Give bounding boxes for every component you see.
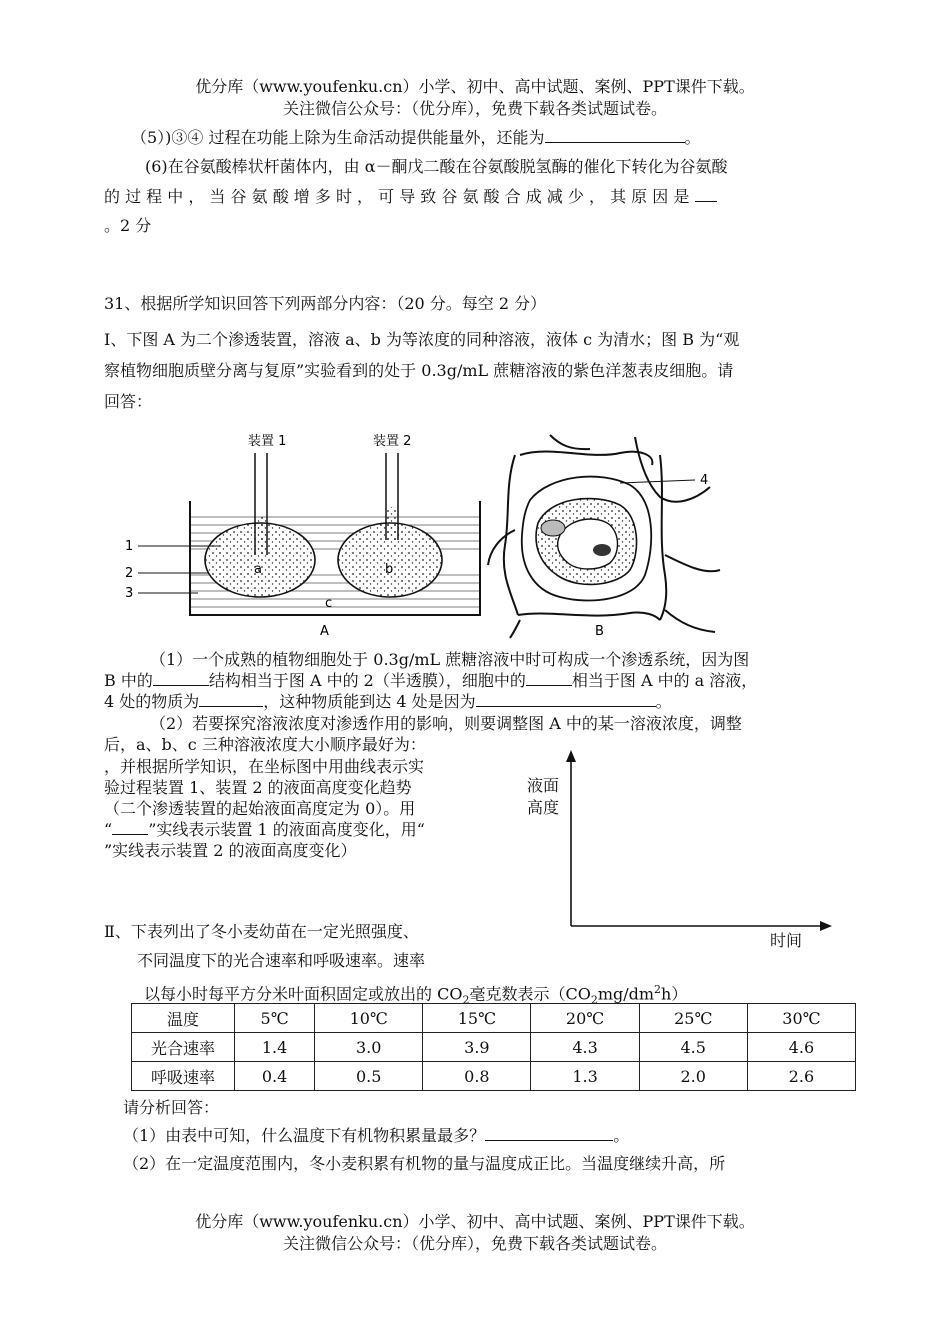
footer-line-1: 优分库（www.youfenku.cn）小学、初中、高中试题、案例、PPT课件下载。 [195, 1212, 755, 1231]
osmosis-figure [120, 425, 740, 640]
device1-label: 装置 1 [248, 434, 287, 449]
table-header-row [132, 1004, 856, 1033]
figure-b [488, 435, 720, 638]
callout-4: 4 [700, 473, 709, 488]
answer-blank[interactable] [526, 671, 572, 686]
q31-part2-line3: 以每小时每平方分米叶面积固定或放出的 $CO_2$毫克数表示$(CO_2mg/dm^2h)$ [144, 983, 688, 1007]
callout-2: 2 [125, 566, 134, 581]
callout-1: 1 [125, 539, 134, 554]
figure-b-label: B [595, 624, 604, 639]
rate-table [131, 1003, 856, 1091]
table-row [132, 1033, 856, 1062]
table-cell: 呼吸速率 [132, 1062, 235, 1091]
table-header-cell: 20℃ [531, 1004, 639, 1033]
table-cell: 4.6 [747, 1033, 855, 1062]
q31-intro-line1: Ⅰ、下图 A 为二个渗透装置，溶液 a、b 为等浓度的同种溶液，液体 c 为清水；图 B 为“观 [104, 330, 740, 349]
answer-blank[interactable] [545, 128, 685, 143]
table-cell: 1.3 [531, 1062, 639, 1091]
page-footer [0, 1211, 950, 1255]
table-cell: 0.8 [423, 1062, 531, 1091]
q31-s1-line1: （1）一个成熟的植物细胞处于 0.3g/mL 蔗糖溶液中时可构成一个渗透系统，因为图 [150, 650, 750, 669]
q31-s2-line6: “ ”实线表示装置 1 的液面高度变化，用“ [104, 820, 425, 839]
q31-s2-line5: （二个渗透装置的起始液面高度定为 0）。用 [104, 799, 416, 818]
q31-s1-line2: B 中的 结构相当于图 A 中的 2（半透膜），细胞中的 相当于图 A 中的 a 溶液， [104, 671, 758, 690]
q31-s2-line2: 后，a、b、c 三种溶液浓度大小顺序最好为： [104, 735, 426, 754]
axis-y-label-1: 液面 [527, 776, 560, 795]
table-cell: 光合速率 [132, 1033, 235, 1062]
figure-a [125, 433, 480, 639]
q30-part6-line1: (6)在谷氨酸棒状杆菌体内，由 α－酮戊二酸在谷氨酸脱氢酶的催化下转化为谷氨酸 [145, 157, 728, 176]
solution-b-label: b [385, 562, 394, 577]
answer-blank[interactable] [476, 692, 656, 707]
q31-part2-line2: 不同温度下的光合速率和呼吸速率。速率 [137, 951, 426, 970]
q31-part2-line1: Ⅱ、下表列出了冬小麦幼苗在一定光照强度、 [104, 922, 419, 941]
q31-s1-line3: 4 处的物质为 ，这种物质能到达 4 处是因为 。 [104, 692, 672, 711]
answer-blank[interactable] [153, 671, 209, 686]
table-cell: 4.3 [531, 1033, 639, 1062]
table-header-cell: 15℃ [423, 1004, 531, 1033]
glass-tube-1 [255, 453, 267, 555]
q31-intro-line2: 察植物细胞质壁分离与复原”实验看到的处于 0.3g/mL 蔗糖溶液的紫色洋葱表皮细胞。请 [104, 361, 734, 380]
figure-a-label: A [320, 624, 329, 639]
q30-part5: （5）)③④ 过程在功能上除为生命活动提供能量外，还能为 。 [131, 128, 701, 147]
table-cell: 2.0 [639, 1062, 747, 1091]
page-header [0, 76, 950, 120]
table-cell: 4.5 [639, 1033, 747, 1062]
q31-title: 31、根据所学知识回答下列两部分内容：（20 分。每空 2 分） [104, 294, 547, 313]
header-line-2: 关注微信公众号：（优分库），免费下载各类试题试卷。 [282, 99, 667, 118]
q30-part6-line2: 的 过 程 中 ， 当 谷 氨 酸 增 多 时 ， 可 导 致 谷 氨 酸 合 成 减 少 ， 其 原 因 是 [104, 187, 717, 207]
table-cell: 2.6 [747, 1062, 855, 1091]
table-header-cell: 30℃ [747, 1004, 855, 1033]
answer-blank[interactable] [485, 1126, 613, 1141]
q31-part2-a1: （1）由表中可知，什么温度下有机物积累量最多？ 。 [123, 1126, 630, 1145]
axis-x-label: 时间 [770, 931, 803, 950]
table-cell: 0.4 [235, 1062, 315, 1091]
solution-a-label: a [254, 562, 262, 577]
table-header-cell: 5℃ [235, 1004, 315, 1033]
glass-tube-2 [386, 453, 398, 540]
legend-line-sample [112, 820, 148, 835]
table-cell: 3.9 [423, 1033, 531, 1062]
table-cell: 1.4 [235, 1033, 315, 1062]
q31-s2-line4: 验过程装置 1、装置 2 的液面高度变化趋势 [104, 778, 412, 797]
q31-s2-line7: ”实线表示装置 2 的液面高度变化） [104, 841, 357, 860]
table-cell: 0.5 [315, 1062, 423, 1091]
height-time-axes[interactable] [560, 748, 835, 938]
solution-c-label: c [325, 596, 333, 611]
table-header-cell: 10℃ [315, 1004, 423, 1033]
table-header-cell: 25℃ [639, 1004, 747, 1033]
callout-3: 3 [125, 586, 134, 601]
q31-s2-line1: （2）若要探究溶液浓度对渗透作用的影响，则要调整图 A 中的某一溶液浓度，调整 [150, 714, 742, 733]
device2-label: 装置 2 [373, 434, 412, 449]
table-header-cell: 温度 [132, 1004, 235, 1033]
table-cell: 3.0 [315, 1033, 423, 1062]
q31-intro-line3: 回答： [104, 392, 153, 411]
analyze-prompt: 请分析回答： [123, 1098, 220, 1117]
table-row [132, 1062, 856, 1091]
q30-part6-line3: 。2 分 [104, 216, 152, 235]
footer-line-2: 关注微信公众号：（优分库），免费下载各类试题试卷。 [282, 1234, 667, 1253]
q31-part2-a2: （2）在一定温度范围内，冬小麦积累有机物的量与温度成正比。当温度继续升高，所 [123, 1154, 726, 1173]
answer-blank[interactable] [695, 187, 717, 202]
q31-s2-line3: ，并根据所学知识，在坐标图中用曲线表示实 [104, 757, 425, 776]
answer-blank[interactable] [199, 692, 263, 707]
header-line-1: 优分库（www.youfenku.cn）小学、初中、高中试题、案例、PPT课件下载。 [195, 77, 755, 96]
axis-y-label-2: 高度 [527, 798, 560, 817]
